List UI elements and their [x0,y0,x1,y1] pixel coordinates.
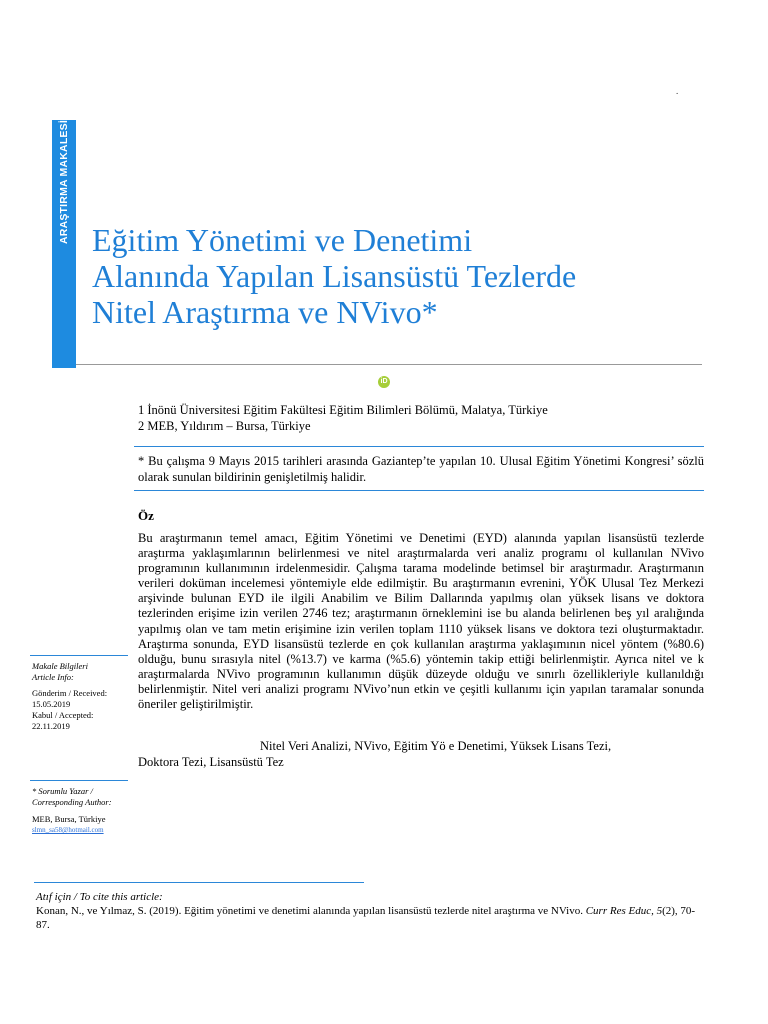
citation-issue: (2), 70-87. [36,905,696,931]
citation-rule [34,882,364,883]
keywords-line-2: Doktora Tezi, Lisansüstü Tez [138,755,284,769]
accepted-date: 22.11.2019 [32,721,70,731]
footnote-bottom-rule [134,490,704,491]
keywords [138,738,704,770]
affiliation-2: 2 MEB, Yıldırım – Bursa, Türkiye [138,419,311,433]
corresponding-author [32,786,128,836]
received-date: 15.05.2019 [32,699,71,709]
corresponding-email[interactable]: slmn_sa58@hotmail.com [32,826,104,834]
article-info-rule [30,655,128,656]
abstract-text: Bu araştırmanın temel amacı, Eğitim Yönetimi ve Denetimi (EYD) alanında yapılan lisansüstü tezlerde araştırma yaklaşımlarının belirlenmesi ve nitel araştırmalarda veri analiz programı ol kullanılan NVivo programının kullanımının irdelenmesidir. Çalışma tarama modelinde betimsel bir araştırmadır. Araştırmanın verileri doküman incelemesi yöntemiyle elde edilmiştir. Bu araştırmanın evrenini, YÖK Ulusal Tez Merkezi arşivinde bulunan EYD ile ilgili Anabilim ve Bilim Dallarında yapılmış olan yüksek lisans ve doktora tezlerinden erişime izin verilen 2746 tez; araştırmanın örneklemini ise bu alanda belirlenen beş yıl aralığında yapılmış olan ve tam metin erişimine izin verilen toplam 1110 yüksek lisans ve doktora tezi oluşturmaktadır. Araştırma sonunda, EYD lisansüstü tezlerde en çok kullanılan araştırma yaklaşımının nicel yöntem (%80.6) olduğu, bunu sırasıyla nitel (%13.7) ve karma (%5.6) yöntemin takip ettiği belirlenmiştir. Ayrıca nitel ve k araştırmalarda NVivo programının kullanımın düşük düzeyde olduğu ve sınırlı özellikleriyle kullanıldığı belirlenmiştir. Nitel veri analizi programı NVivo’nun etkin ve çeşitli kullanımı için yapılan taramalar sonunda öneriler geliştirilmiştir. [138,531,704,712]
article-info [32,661,128,732]
article-info-label-en: Article Info: [32,672,74,682]
corresponding-rule [30,780,128,781]
title-line: Nitel Araştırma ve NVivo* [92,294,438,330]
corresponding-location: MEB, Bursa, Türkiye [32,814,106,824]
keywords-line-1: Nitel Veri Analizi, NVivo, Eğitim Yö e Denetimi, Yüksek Lisans Tezi, [260,739,612,753]
footnote-top-rule [134,446,704,447]
citation-journal: Curr Res Educ, 5 [585,905,663,917]
article-type-bar [52,120,76,368]
received-label: Gönderim / Received: [32,688,108,698]
article-type-label: ARAŞTIRMA MAKALESİ [58,120,70,244]
article-title [92,222,712,330]
corresponding-label-tr: * Sorumlu Yazar / [32,786,93,796]
corresponding-label-en: Corresponding Author: [32,797,112,807]
title-divider [76,364,702,365]
abstract-heading: Öz [138,508,154,523]
citation [36,890,706,932]
title-line: Alanında Yapılan Lisansüstü Tezlerde [92,258,577,294]
orcid-icon[interactable]: iD [378,376,390,388]
citation-body: Konan, N., ve Yılmaz, S. (2019). Eğitim yönetimi ve denetimi alanında yapılan lisansüstü tezlerde nitel araştırma ve NVivo. [36,905,586,917]
article-info-label-tr: Makale Bilgileri [32,661,88,671]
citation-label: Atıf için / To cite this article: [36,891,163,903]
title-line: Eğitim Yönetimi ve Denetimi [92,222,473,258]
accepted-label: Kabul / Accepted: [32,710,94,720]
citation-text [36,904,706,932]
conference-footnote: * Bu çalışma 9 Mayıs 2015 tarihleri arasında Gaziantep’te yapılan 10. Ulusal Eğitim Yönetimi Kongresi’ sözlü olarak sunulan bildirinin genişletilmiş halidir. [138,454,704,484]
affiliation-1: 1 İnönü Üniversitesi Eğitim Fakültesi Eğitim Bilimleri Bölümü, Malatya, Türkiye [138,403,548,417]
affiliations [138,402,548,434]
corner-mark: . [676,86,679,96]
